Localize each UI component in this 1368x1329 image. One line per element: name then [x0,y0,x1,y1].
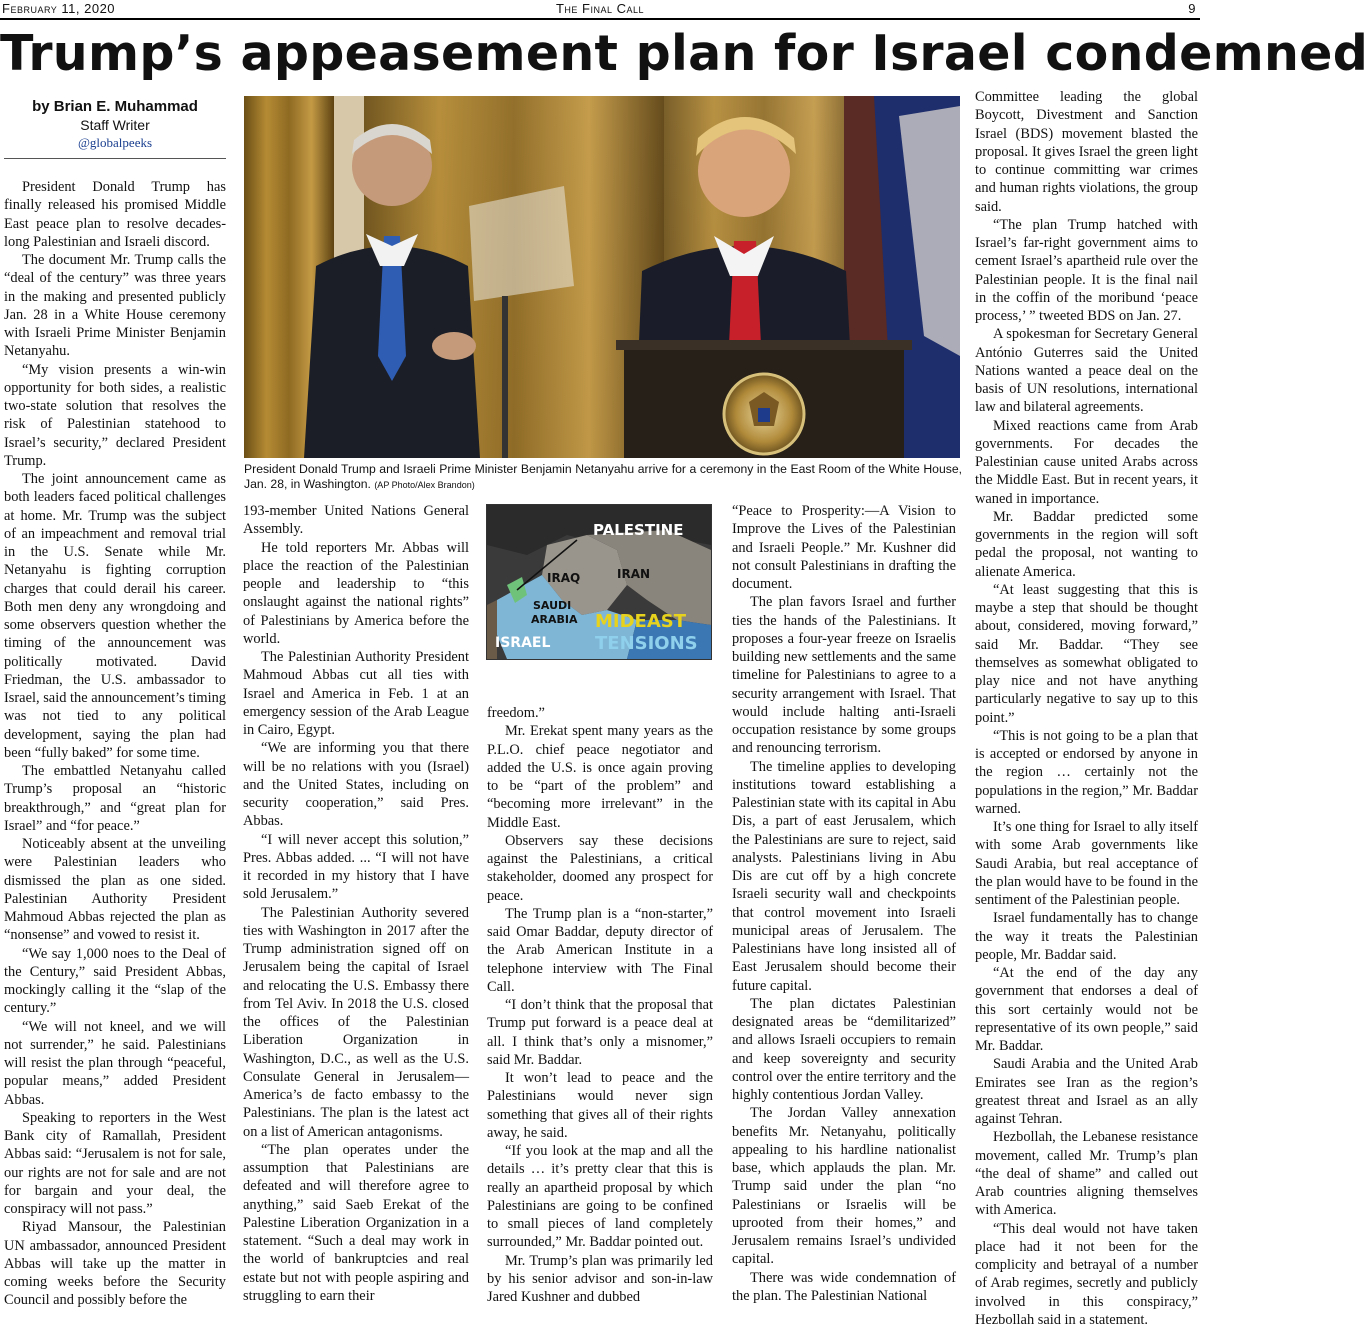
paragraph: Mixed reactions came from Arab governments. For decades the Palestinian cause united Arabs across the Middle East. But in recent years, it waned in importance. [975,417,1198,508]
lead-photo [244,96,960,458]
paragraph: “At the end of the day any government that endorses a deal of this sort certainly would not be representative of its own people,” said Mr. Baddar. [975,964,1198,1055]
paragraph: The embattled Netanyahu called Trump’s proposal an “historic breakthrough,” and “great plan for Israel” and “for peace.” [4,762,226,835]
paragraph: The joint announcement came as both leaders faced political challenges at home. Mr. Trump was the subject of an impeachment and removal trial in the U.S. Senate while Mr. Netanyahu is fighting corruption charges that could derail his career. Both men deny any wrongdoing and some observers question whether the timing of the announcement was politically motivated. David Friedman, the U.S. ambassador to Israel, said the announcement’s timing was not tied to any political development, saying the plan had been “fully baked” for some time. [4,470,226,762]
photo-credit: (AP Photo/Alex Brandon) [374,480,474,490]
paragraph: President Donald Trump has finally released his promised Middle East peace plan to resolve decades-long Palestinian and Israeli discord. [4,178,226,251]
publication-name: The Final Call [0,1,1200,16]
map-title-line1: MIDEAST [595,611,686,632]
paragraph: “We say 1,000 noes to the Deal of the Century,” said President Abbas, mockingly calling it the “slap of the century.” [4,945,226,1018]
paragraph: “My vision presents a win-win opportunity for both sides, a realistic two-state solution that resolves the risk of Palestinian statehood to Israel’s security,” declared President Trump. [4,361,226,471]
paragraph: He told reporters Mr. Abbas will place the reaction of the Palestinian people and leadership to “this onslaught against the national rights” of Palestinians by America before the world. [243,539,469,649]
paragraph: Speaking to reporters in the West Bank city of Ramallah, President Abbas said: “Jerusalem is not for sale, our rights are not for sale and are not for bargain and your deal, the conspiracy will not pass.” [4,1109,226,1219]
mideast-map [486,504,712,660]
byline [4,98,226,152]
folio-rule [0,18,1200,20]
page-number: 9 [1188,1,1196,16]
photo-caption [244,462,962,493]
photo-illustration [244,96,960,458]
paragraph: The plan favors Israel and further ties the hands of the Palestinians. It proposes a four-year freeze on Israelis building new settlements and the same timeline for Palestinians to agree to a security arrangement with Israel. That would include halting anti-Israeli occupation resistance by some groups and renouncing terrorism. [732,593,956,757]
paragraph: “This deal would not have taken place had it not been for the complicity and betrayal of a number of Arab regimes, secretly and publicly involved in this conspiracy,” Hezbollah said in a statement. [975,1220,1198,1329]
paragraph: Israel fundamentally has to change the way it treats the Palestinian people, Mr. Baddar said. [975,909,1198,964]
paragraph: “The plan Trump hatched with Israel’s far-right government aims to cement Israel’s apartheid rule over the Palestinian people. It is the final nail in the coffin of the moribund ‘peace process,’ ” tweeted BDS on Jan. 27. [975,216,1198,326]
map-label-palestine: PALESTINE [593,521,683,539]
paragraph: The Palestinian Authority severed ties with Washington in 2017 after the Trump administration signed off on Jerusalem being the capital of Israel and relocating the U.S. Embassy there from Tel Aviv. In 2018 the U.S. closed the offices of the Palestinian Liberation Organization in Washington, D.C., as well as the U.S. Consulate General in Jerusalem—America’s de facto embassy to the Palestinians. The plan is the latest act on a list of American antagonisms. [243,904,469,1141]
map-title-line2: TENSIONS [595,633,698,654]
paragraph: Noticeably absent at the unveiling were Palestinian leaders who dismissed the plan as one sided. Palestinian Authority President Mahmoud Abbas rejected the plan as “nonsense” and vowed to resist it. [4,835,226,945]
paragraph: “At least suggesting that this is maybe a step that should be thought about, considered, moving forward,” said Mr. Baddar. “They see themselves as somewhat obligated to play nice and not have anything particularly negative to say up to this point.” [975,581,1198,727]
byline-author: by Brian E. Muhammad [4,98,226,116]
article-column-4 [732,502,956,1296]
issue-date: February 11, 2020 [2,1,115,16]
paragraph: “Peace to Prosperity:—A Vision to Improve the Lives of the Palestinian and Israeli People.” Mr. Kushner did not consult Palestinians in drafting the document. [732,502,956,593]
paragraph: Mr. Baddar predicted some governments in the region will soft pedal the proposal, not wanting to alienate America. [975,508,1198,581]
article-column-2 [243,502,469,1296]
article-column-3 [487,704,713,1296]
paragraph: freedom.” [487,704,713,722]
map-label-israel: ISRAEL [495,635,550,651]
paragraph: “This is not going to be a plan that is accepted or endorsed by anyone in the region … certainly not the populations in the region,” Mr. Baddar warned. [975,727,1198,818]
paragraph: There was wide condemnation of the plan. The Palestinian National [732,1269,956,1306]
paragraph: “I don’t think that the proposal that Trump put forward is a peace deal at all. I think that’s only a misnomer,” said Mr. Baddar. [487,996,713,1069]
map-label-arabia: ARABIA [531,613,578,626]
paragraph: The document Mr. Trump calls the “deal of the century” was three years in the making and presented publicly Jan. 28 in a White House ceremony with Israeli Prime Minister Benjamin Netanyahu. [4,251,226,361]
byline-rule [4,158,226,159]
headline: Trump’s appeasement plan for Israel condemned [0,26,1200,82]
map-label-iran: IRAN [617,567,650,581]
paragraph: 193-member United Nations General Assembly. [243,502,469,539]
paragraph: Mr. Trump’s plan was primarily led by his senior advisor and son-in-law Jared Kushner and dubbed [487,1252,713,1307]
paragraph: Committee leading the global Boycott, Divestment and Sanction Israel (BDS) movement blasted the proposal. It gives Israel the green light to continue committing war crimes and human rights violations, the group said. [975,88,1198,216]
paragraph: Mr. Erekat spent many years as the P.L.O. chief peace negotiator and added the U.S. is once again proving to be “part of the problem” and “becoming more irrelevant” in the Middle East. [487,722,713,832]
paragraph: Saudi Arabia and the United Arab Emirates see Iran as the region’s greatest threat and Israel as an ally against Tehran. [975,1055,1198,1128]
paragraph: Riyad Mansour, the Palestinian UN ambassador, announced President Abbas will take up the matter in coming weeks before the Security Council and possibly before the [4,1218,226,1309]
paragraph: Observers say these decisions against the Palestinians, a critical stakeholder, doomed any prospect for peace. [487,832,713,905]
paragraph: It’s one thing for Israel to ally itself with some Arab governments like Saudi Arabia, but real acceptance of the plan would have to be found in the sentiment of the Palestinian people. [975,818,1198,909]
folio-bar [0,0,1200,20]
paragraph: The plan dictates Palestinian designated areas be “demilitarized” and allows Israeli occupiers to remain and keep sovereignty and security control over the entire territory and the highly contentious Jordan Valley. [732,995,956,1105]
byline-handle[interactable]: @globalpeeks [4,134,226,152]
paragraph: The timeline applies to developing institutions toward establishing a Palestinian state with its capital in Abu Dis, a part of east Jerusalem, which the Palestinians are sure to reject, said analysts. Palestinians living in Abu Dis are cut off by a high concrete Israeli security wall and checkpoints that control movement into Israeli municipal areas of Jerusalem. The Palestinians have long insisted all of East Jerusalem should become their future capital. [732,758,956,995]
article-column-5 [975,88,1198,1296]
byline-role: Staff Writer [4,116,226,134]
paragraph: The Trump plan is a “non-starter,” said Omar Baddar, deputy director of the Arab American Institute in a telephone interview with The Final Call. [487,905,713,996]
map-label-saudi: SAUDI [533,599,571,612]
caption-text: President Donald Trump and Israeli Prime Minister Benjamin Netanyahu arrive for a ceremony in the East Room of the White House, Jan. 28, in Washington. [244,462,962,491]
paragraph: “I will never accept this solution,” Pres. Abbas added. ... “I will not have it recorded in my history that I have sold Jerusalem.” [243,831,469,904]
paragraph: Hezbollah, the Lebanese resistance movement, called Mr. Trump’s plan “the deal of shame” and called out Arab countries aligning themselves with America. [975,1128,1198,1219]
paragraph: “We are informing you that there will be no relations with you (Israel) and the United States, including on security cooperation,” said Pres. Abbas. [243,739,469,830]
paragraph: The Palestinian Authority President Mahmoud Abbas cut all ties with Israel and America in Feb. 1 at an emergency session of the Arab League in Cairo, Egypt. [243,648,469,739]
paragraph: “The plan operates under the assumption that Palestinians are defeated and will therefore agree to anything,” said Saeb Erekat of the Palestine Liberation Organization in a statement. “Such a deal may work in the world of bankruptcies and real estate but not with people aspiring and struggling to earn their [243,1141,469,1305]
paragraph: It won’t lead to peace and the Palestinians would never sign something that gives all of their rights away, he said. [487,1069,713,1142]
paragraph: A spokesman for Secretary General António Guterres said the United Nations wanted a peace deal on the basis of UN resolutions, international law and bilateral agreements. [975,325,1198,416]
paragraph: “We will not kneel, and we will not surrender,” he said. Palestinians will resist the plan through “peaceful, popular means,” added President Abbas. [4,1018,226,1109]
article-column-1 [4,178,226,1296]
map-label-iraq: IRAQ [547,571,580,585]
paragraph: “If you look at the map and all the details … it’s pretty clear that this is really an apartheid proposal by which Palestinians are going to be confined to small pieces of land completely surrounded,” Mr. Baddar pointed out. [487,1142,713,1252]
paragraph: The Jordan Valley annexation benefits Mr. Netanyahu, politically appealing to his hardline nationalist base, which applauds the plan. Mr. Trump said under the plan “no Palestinians or Israelis will be uprooted from their homes,” and Jerusalem remains Israel’s undivided capital. [732,1104,956,1268]
